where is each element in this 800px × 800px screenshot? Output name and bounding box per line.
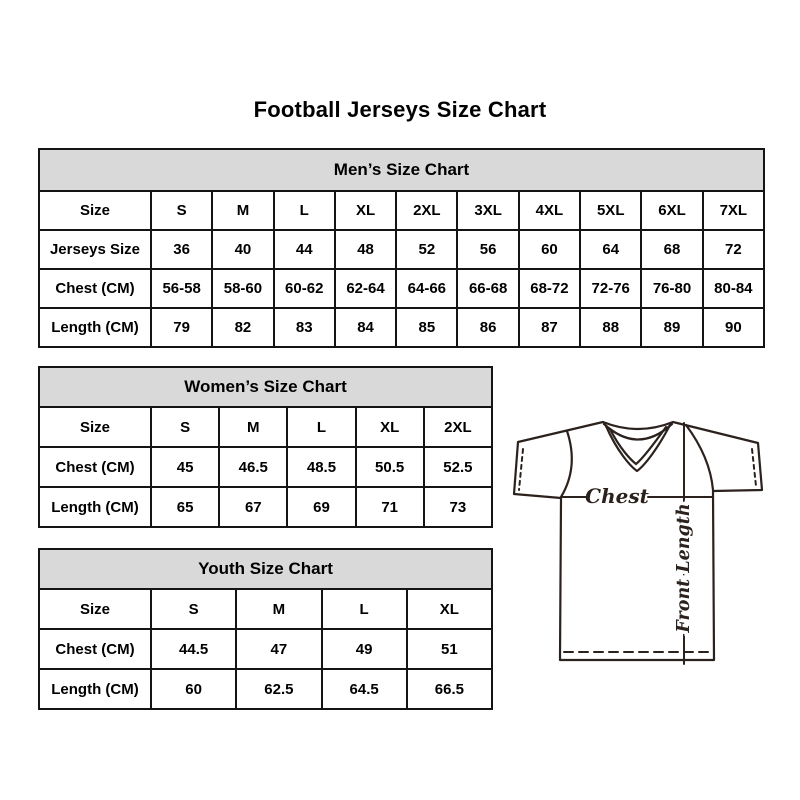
size-cell: S <box>151 589 236 629</box>
size-cell: 82 <box>212 308 273 347</box>
size-cell: M <box>236 589 321 629</box>
size-cell: 60 <box>151 669 236 709</box>
table-title-row <box>39 367 492 407</box>
row-label: Chest (CM) <box>39 447 151 487</box>
size-cell: 46.5 <box>219 447 287 487</box>
page-title: Football Jerseys Size Chart <box>253 97 547 122</box>
table-row <box>39 589 492 629</box>
size-cell: 48 <box>335 230 396 269</box>
size-cell: 66-68 <box>457 269 518 308</box>
row-label: Length (CM) <box>39 308 151 347</box>
table-row <box>39 447 492 487</box>
jersey-measurement-diagram <box>495 395 780 680</box>
size-cell: 64.5 <box>322 669 407 709</box>
table-title: Men’s Size Chart <box>39 149 764 191</box>
size-cell: 50.5 <box>356 447 424 487</box>
size-cell: 49 <box>322 629 407 669</box>
size-cell: 64 <box>580 230 641 269</box>
size-cell: 79 <box>151 308 212 347</box>
table-row <box>39 669 492 709</box>
size-cell: XL <box>407 589 492 629</box>
chest-label: Chest <box>585 484 649 508</box>
size-cell: 64-66 <box>396 269 457 308</box>
size-cell: 67 <box>219 487 287 527</box>
size-cell: 76-80 <box>641 269 702 308</box>
size-cell: 45 <box>151 447 219 487</box>
row-label: Size <box>39 589 151 629</box>
size-cell: 51 <box>407 629 492 669</box>
front-length-label: Front Length <box>674 503 694 633</box>
size-cell: 4XL <box>519 191 580 230</box>
size-cell: 44 <box>274 230 335 269</box>
row-label: Size <box>39 407 151 447</box>
size-cell: 89 <box>641 308 702 347</box>
size-cell: 68 <box>641 230 702 269</box>
table-row <box>39 629 492 669</box>
size-cell: 86 <box>457 308 518 347</box>
size-cell: 48.5 <box>287 447 355 487</box>
size-cell: 72-76 <box>580 269 641 308</box>
size-cell: 84 <box>335 308 396 347</box>
size-cell: 85 <box>396 308 457 347</box>
size-cell: 3XL <box>457 191 518 230</box>
size-cell: S <box>151 191 212 230</box>
table-title: Youth Size Chart <box>39 549 492 589</box>
table-row <box>39 407 492 447</box>
size-cell: 80-84 <box>703 269 764 308</box>
row-label: Jerseys Size <box>39 230 151 269</box>
size-cell: 62-64 <box>335 269 396 308</box>
jersey-outline <box>514 422 762 660</box>
row-label: Chest (CM) <box>39 269 151 308</box>
size-cell: 36 <box>151 230 212 269</box>
size-cell: 60-62 <box>274 269 335 308</box>
row-label: Size <box>39 191 151 230</box>
size-cell: 65 <box>151 487 219 527</box>
size-cell: 69 <box>287 487 355 527</box>
table-row <box>39 269 764 308</box>
table-title: Women’s Size Chart <box>39 367 492 407</box>
size-cell: 5XL <box>580 191 641 230</box>
size-cell: L <box>287 407 355 447</box>
size-cell: 52 <box>396 230 457 269</box>
size-cell: 71 <box>356 487 424 527</box>
size-cell: L <box>274 191 335 230</box>
size-cell: 2XL <box>424 407 492 447</box>
size-cell: 7XL <box>703 191 764 230</box>
size-cell: 56-58 <box>151 269 212 308</box>
size-cell: L <box>322 589 407 629</box>
size-cell: S <box>151 407 219 447</box>
size-cell: 40 <box>212 230 273 269</box>
size-cell: 62.5 <box>236 669 321 709</box>
table-title-row <box>39 549 492 589</box>
size-cell: 72 <box>703 230 764 269</box>
womens-size-chart-table <box>38 366 493 528</box>
size-cell: M <box>212 191 273 230</box>
size-cell: 52.5 <box>424 447 492 487</box>
size-cell: 58-60 <box>212 269 273 308</box>
mens-size-chart-table <box>38 148 765 348</box>
table-row <box>39 487 492 527</box>
table-row <box>39 191 764 230</box>
size-cell: 88 <box>580 308 641 347</box>
size-cell: 68-72 <box>519 269 580 308</box>
size-cell: XL <box>356 407 424 447</box>
size-cell: 47 <box>236 629 321 669</box>
size-cell: M <box>219 407 287 447</box>
table-row <box>39 308 764 347</box>
table-title-row <box>39 149 764 191</box>
row-label: Chest (CM) <box>39 629 151 669</box>
size-cell: 56 <box>457 230 518 269</box>
row-label: Length (CM) <box>39 487 151 527</box>
size-cell: 6XL <box>641 191 702 230</box>
size-cell: 44.5 <box>151 629 236 669</box>
size-cell: 66.5 <box>407 669 492 709</box>
size-cell: 90 <box>703 308 764 347</box>
table-row <box>39 230 764 269</box>
youth-size-chart-table <box>38 548 493 710</box>
size-cell: 73 <box>424 487 492 527</box>
size-cell: 2XL <box>396 191 457 230</box>
row-label: Length (CM) <box>39 669 151 709</box>
size-cell: 83 <box>274 308 335 347</box>
size-cell: XL <box>335 191 396 230</box>
size-cell: 87 <box>519 308 580 347</box>
size-cell: 60 <box>519 230 580 269</box>
